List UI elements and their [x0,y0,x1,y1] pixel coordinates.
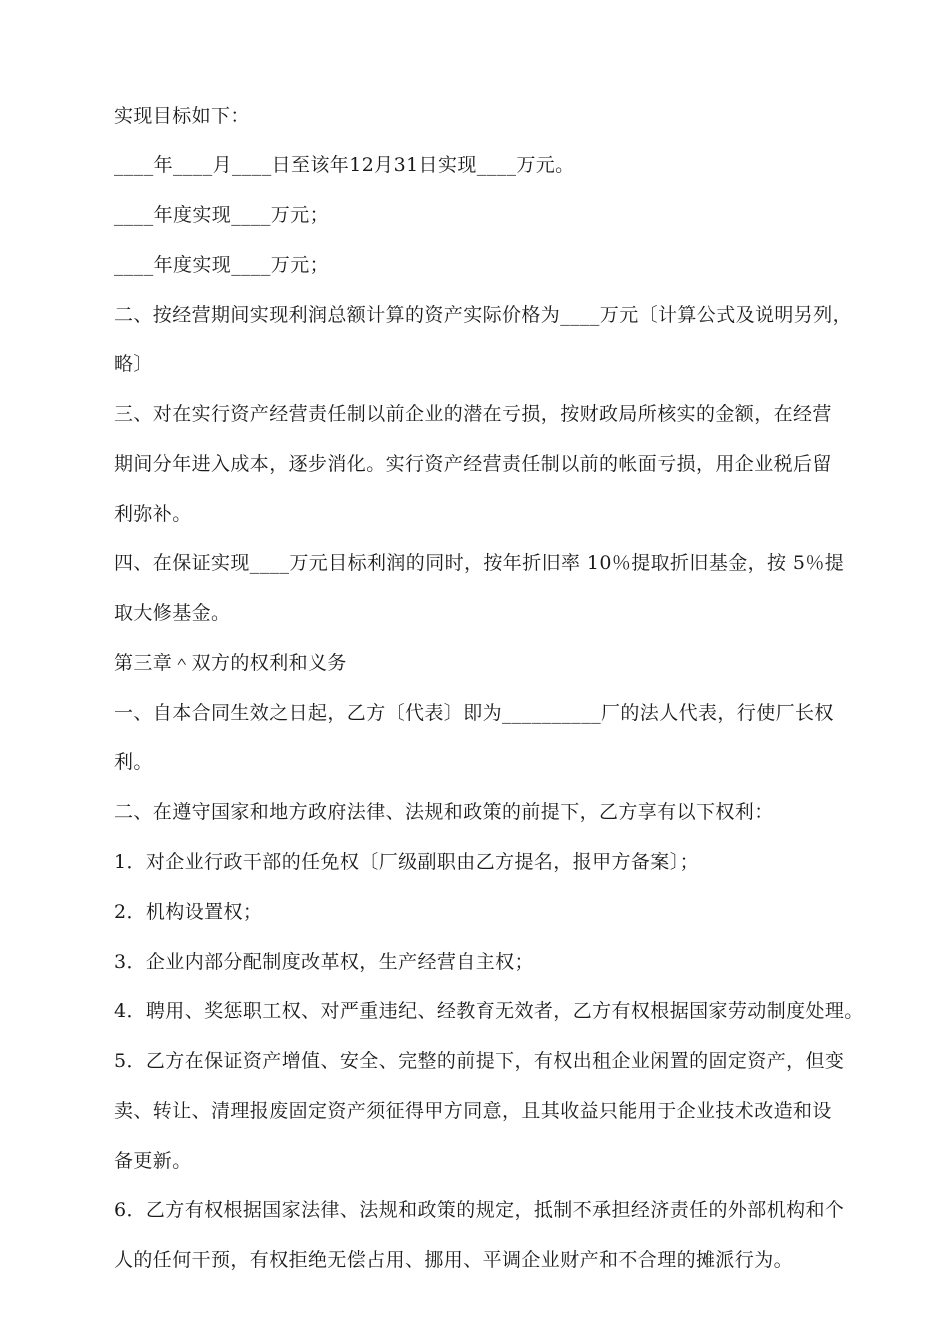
text-line: 四、在保证实现____万元目标利润的同时，按年折旧率 10％提取折旧基金，按 5％提 [114,552,845,574]
text-line: 二、在遵守国家和地方政府法律、法规和政策的前提下，乙方享有以下权利： [114,801,774,823]
text-line: 取大修基金。 [114,602,231,624]
text-line: 人的任何干预，有权拒绝无偿占用、挪用、平调企业财产和不合理的摊派行为。 [114,1249,794,1271]
text-line: 期间分年进入成本，逐步消化。实行资产经营责任制以前的帐面亏损，用企业税后留 [114,453,832,475]
text-line: 4．聘用、奖惩职工权、对严重违纪、经教育无效者，乙方有权根据国家劳动制度处理。 [114,1000,864,1022]
text-line: ____年____月____日至该年12月31日实现____万元。 [114,154,575,176]
text-line: 略〕 [114,353,153,375]
text-line: ____年度实现____万元； [114,254,330,276]
text-line: 利弥补。 [114,503,192,525]
text-line: 1．对企业行政干部的任免权〔厂级副职由乙方提名，报甲方备案〕； [114,851,699,873]
text-line: 3．企业内部分配制度改革权，生产经营自主权； [114,951,534,973]
chapter-heading: 第三章＾双方的权利和义务 [114,652,347,674]
text-line: 6．乙方有权根据国家法律、法规和政策的规定，抵制不承担经济责任的外部机构和个 [114,1199,845,1221]
text-line: 利。 [114,751,153,773]
text-line: ____年度实现____万元； [114,204,330,226]
text-line: 二、按经营期间实现利润总额计算的资产实际价格为____万元〔计算公式及说明另列， [114,304,853,326]
text-line: 卖、转让、清理报废固定资产须征得甲方同意，且其收益只能用于企业技术改造和设 [114,1100,832,1122]
text-line: 备更新。 [114,1150,192,1172]
text-line: 2．机构设置权； [114,901,263,923]
text-line: 三、对在实行资产经营责任制以前企业的潜在亏损，按财政局所核实的金额，在经营 [114,403,832,425]
text-line: 一、自本合同生效之日起，乙方〔代表〕即为__________厂的法人代表，行使厂长权 [114,702,834,724]
text-line: 实现目标如下： [114,105,250,127]
text-line: 5．乙方在保证资产增值、安全、完整的前提下，有权出租企业闲置的固定资产，但变 [114,1050,845,1072]
